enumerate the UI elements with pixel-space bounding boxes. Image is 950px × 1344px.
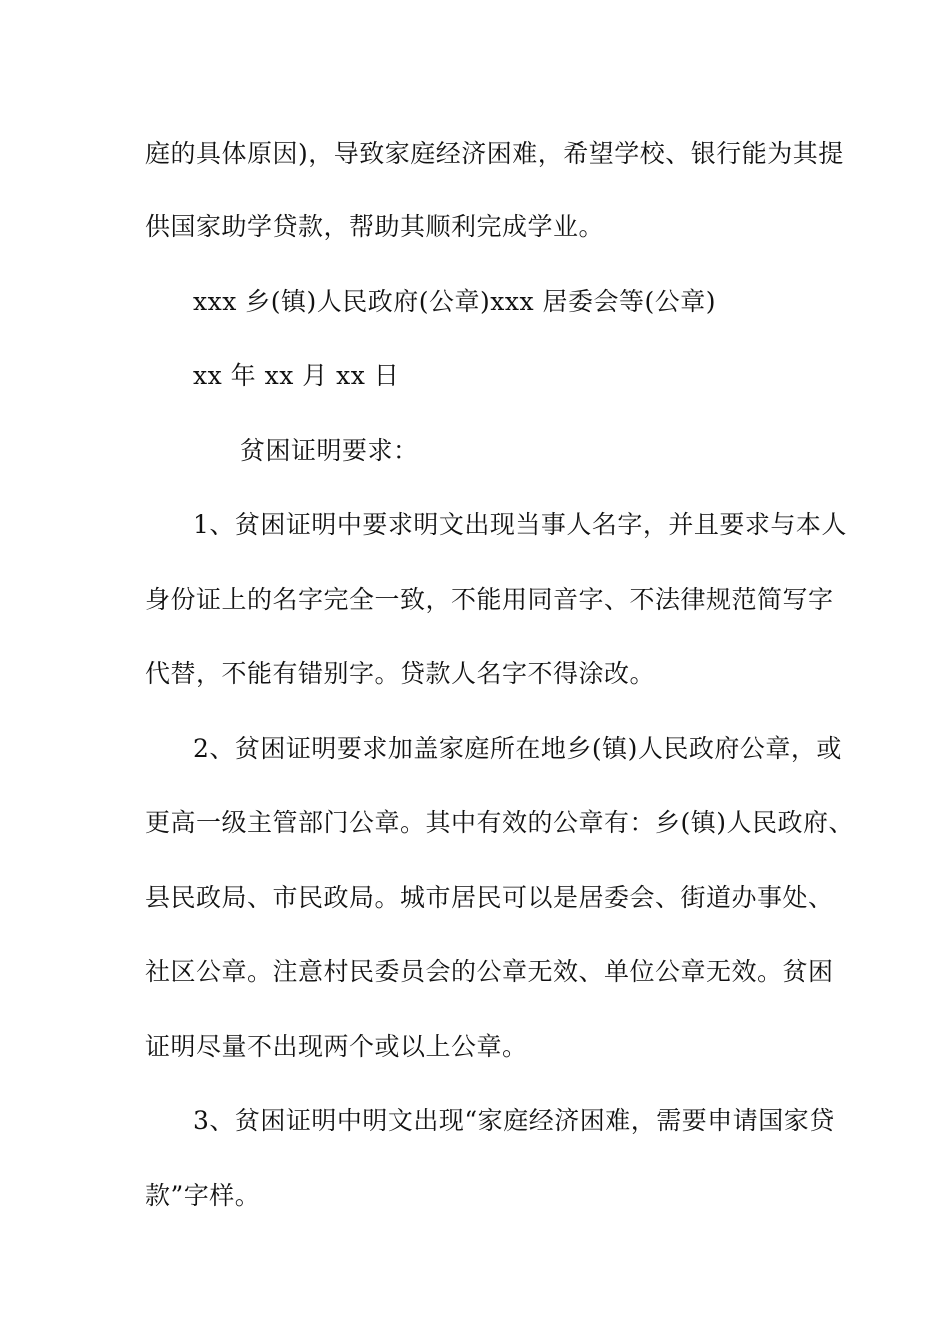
seal-line: xxx 乡(镇)人民政府(公章)xxx 居委会等(公章) xyxy=(193,287,717,316)
section-heading: 贫困证明要求： xyxy=(240,436,419,465)
requirement-3-line: 3、贫困证明中明文出现“家庭经济困难，需要申请国家贷 xyxy=(193,1106,835,1135)
requirement-2-line: 证明尽量不出现两个或以上公章。 xyxy=(145,1032,528,1061)
requirement-2-line: 更高一级主管部门公章。其中有效的公章有：乡(镇)人民政府、 xyxy=(145,808,855,837)
date-line: xx 年 xx 月 xx 日 xyxy=(193,361,400,390)
requirement-3-line: 款”字样。 xyxy=(145,1181,261,1210)
requirement-2-line: 2、贫困证明要求加盖家庭所在地乡(镇)人民政府公章，或 xyxy=(193,734,842,763)
paragraph-line: 庭的具体原因)，导致家庭经济困难，希望学校、银行能为其提 xyxy=(145,139,844,168)
paragraph-line: 供国家助学贷款，帮助其顺利完成学业。 xyxy=(145,212,605,241)
requirement-2-line: 社区公章。注意村民委员会的公章无效、单位公章无效。贫困 xyxy=(145,957,834,986)
requirement-1-line: 1、贫困证明中要求明文出现当事人名字，并且要求与本人 xyxy=(193,510,847,539)
requirement-2-line: 县民政局、市民政局。城市居民可以是居委会、街道办事处、 xyxy=(145,883,834,912)
requirement-1-line: 代替，不能有错别字。贷款人名字不得涂改。 xyxy=(145,659,656,688)
requirement-1-line: 身份证上的名字完全一致，不能用同音字、不法律规范简写字 xyxy=(145,585,834,614)
